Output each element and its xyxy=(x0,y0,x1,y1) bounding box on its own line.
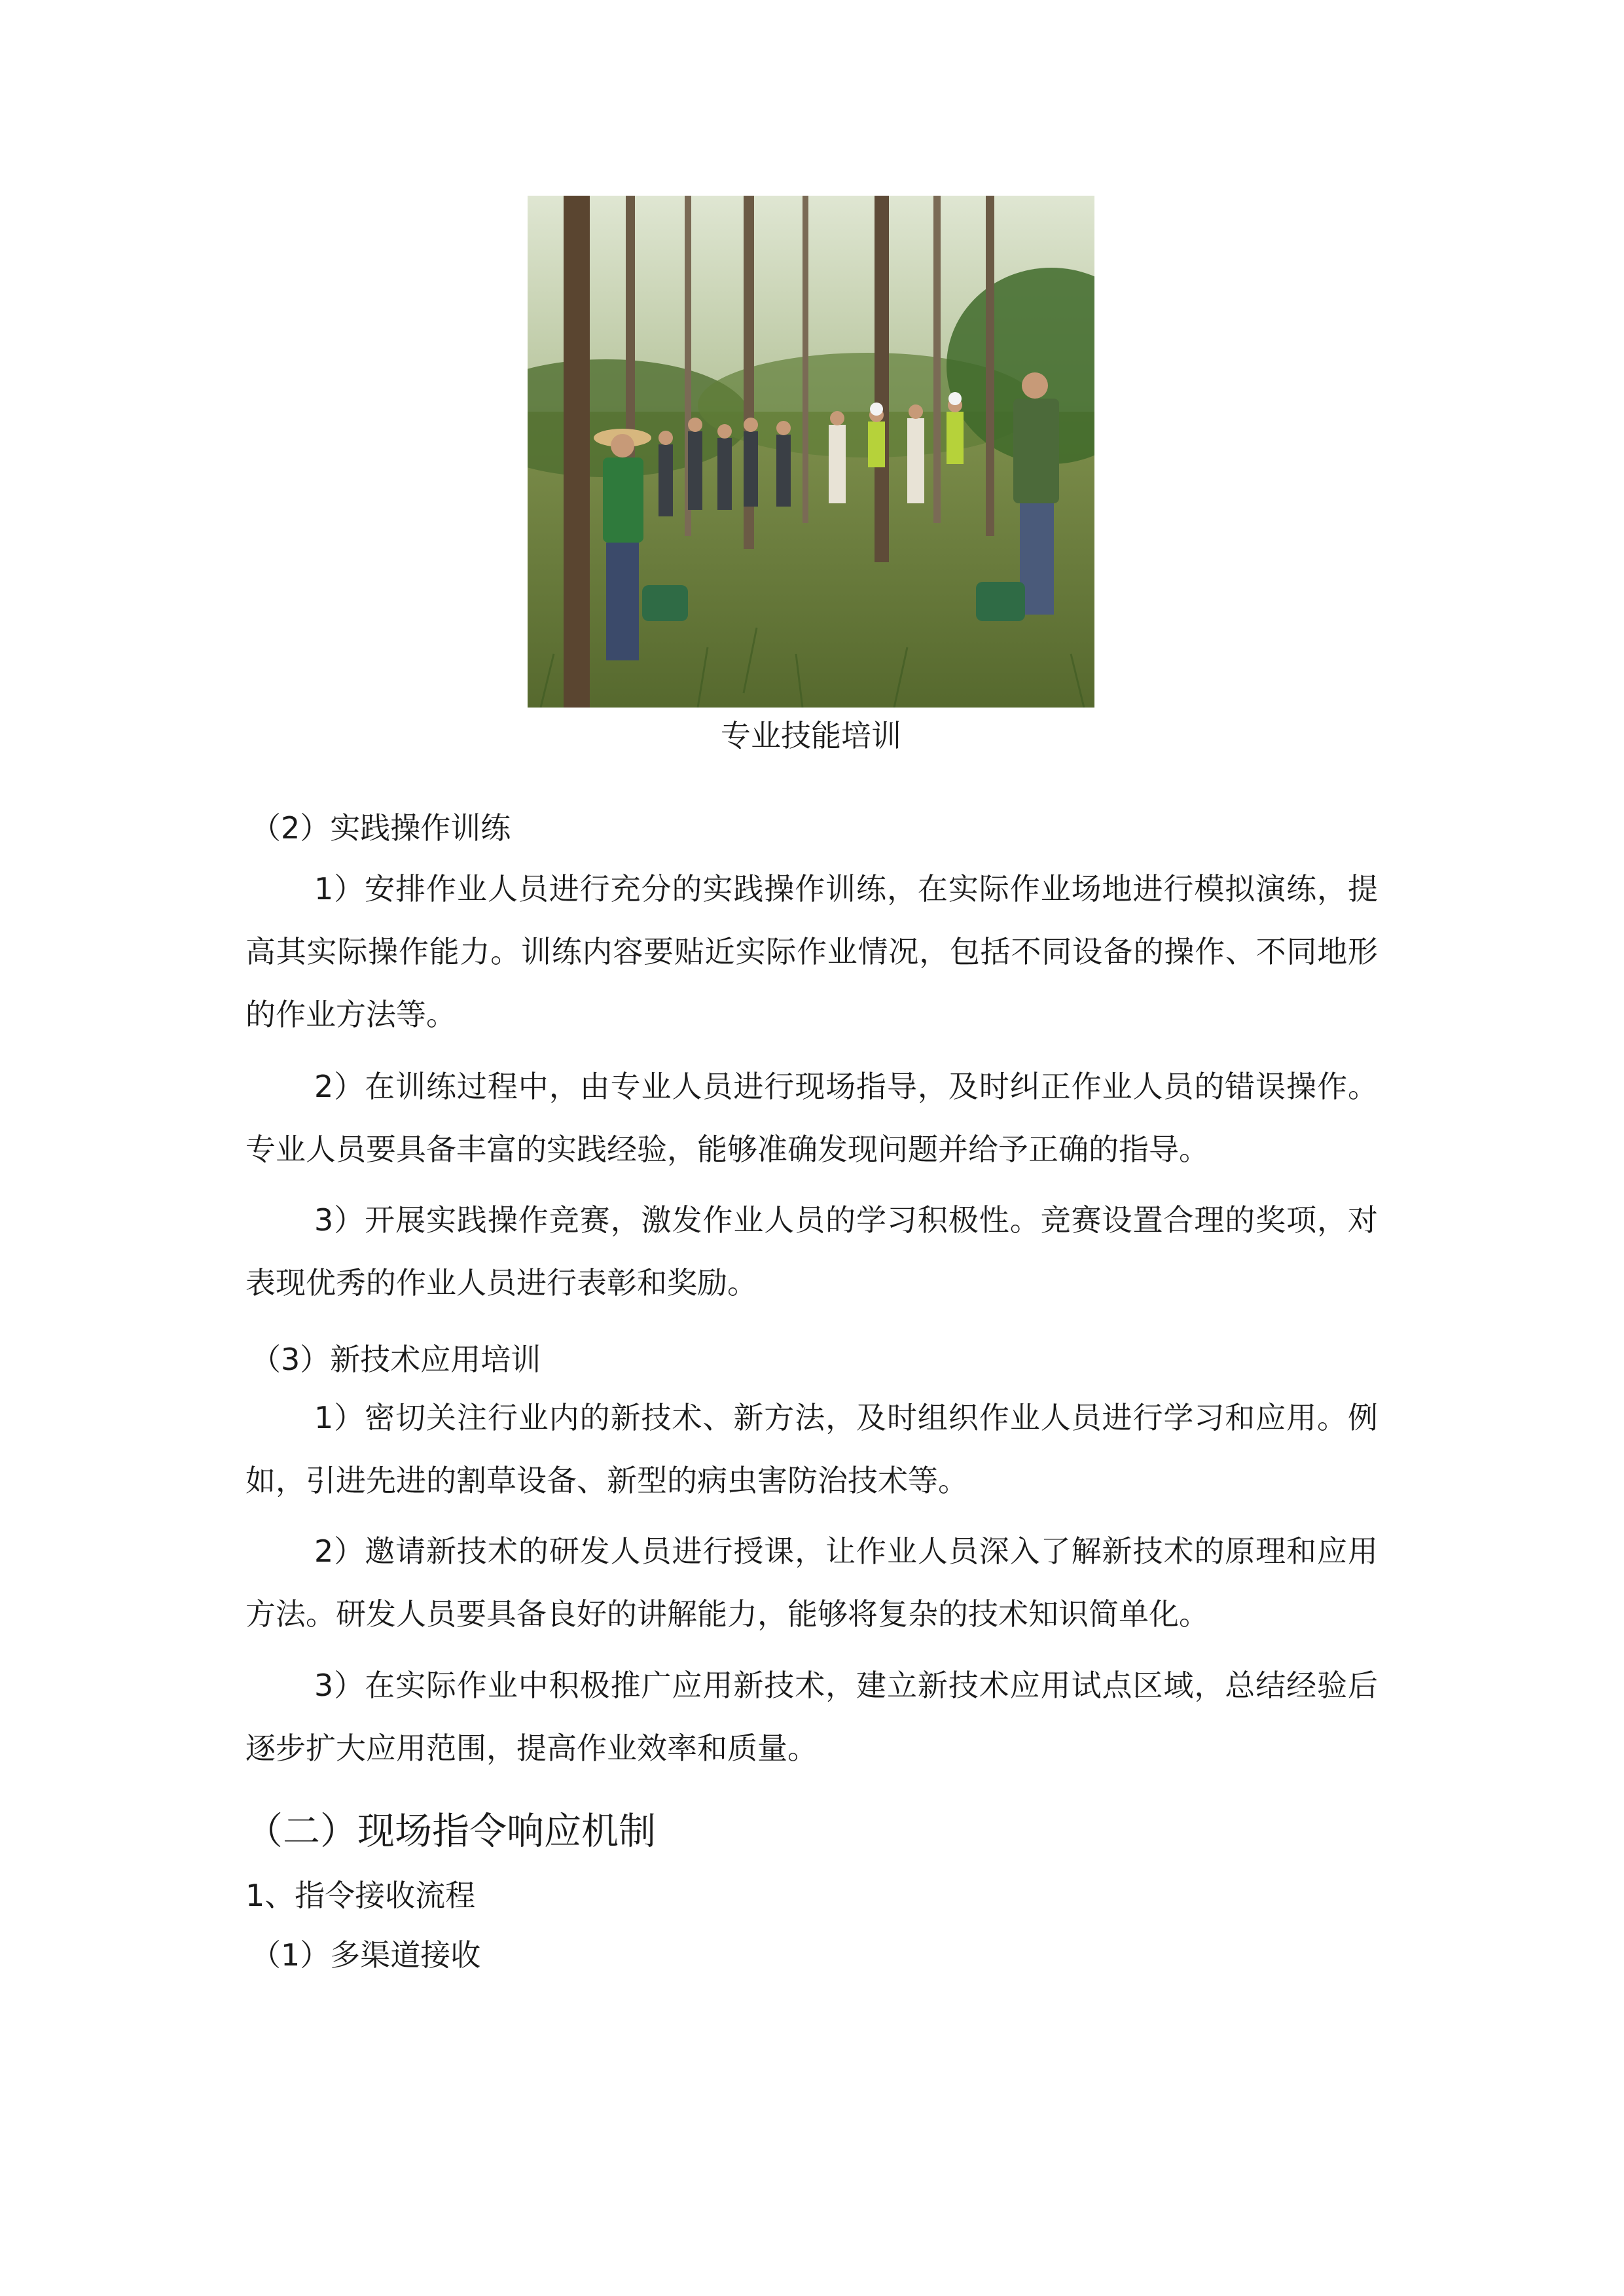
training-photo xyxy=(528,196,1094,708)
figure-caption: 专业技能培训 xyxy=(721,718,901,753)
paragraph-practice-2: 2）在训练过程中，由专业人员进行现场指导，及时纠正作业人员的错误操作。专业人员要具备丰富的实践经验，能够准确发现问题并给予正确的指导。 xyxy=(245,1069,1378,1167)
paragraph-new-tech-3: 3）在实际作业中积极推广应用新技术，建立新技术应用试点区域，总结经验后逐步扩大应用范围，提高作业效率和质量。 xyxy=(245,1668,1378,1766)
paragraph-new-tech-2: 2）邀请新技术的研发人员进行授课，让作业人员深入了解新技术的原理和应用方法。研发人员要具备良好的讲解能力，能够将复杂的技术知识简单化。 xyxy=(245,1534,1378,1632)
subsection-title-practice: （2）实践操作训练 xyxy=(251,810,511,846)
forest-training-scene xyxy=(528,196,1094,708)
subsection-title-new-tech: （3）新技术应用培训 xyxy=(251,1342,541,1377)
subheading-instruction-flow: 1、指令接收流程 xyxy=(245,1878,476,1913)
paragraph-practice-1: 1）安排作业人员进行充分的实践操作训练，在实际作业场地进行模拟演练，提高其实际操作能力。训练内容要贴近实际作业情况，包括不同设备的操作、不同地形的作业方法等。 xyxy=(245,871,1378,1032)
paragraph-practice-3: 3）开展实践操作竞赛，激发作业人员的学习积极性。竞赛设置合理的奖项，对表现优秀的作业人员进行表彰和奖励。 xyxy=(245,1202,1378,1300)
paragraph-new-tech-1: 1）密切关注行业内的新技术、新方法，及时组织作业人员进行学习和应用。例如，引进先进的割草设备、新型的病虫害防治技术等。 xyxy=(245,1400,1378,1498)
subheading-multichannel: （1）多渠道接收 xyxy=(251,1937,481,1973)
section-heading: （二）现场指令响应机制 xyxy=(245,1810,656,1853)
